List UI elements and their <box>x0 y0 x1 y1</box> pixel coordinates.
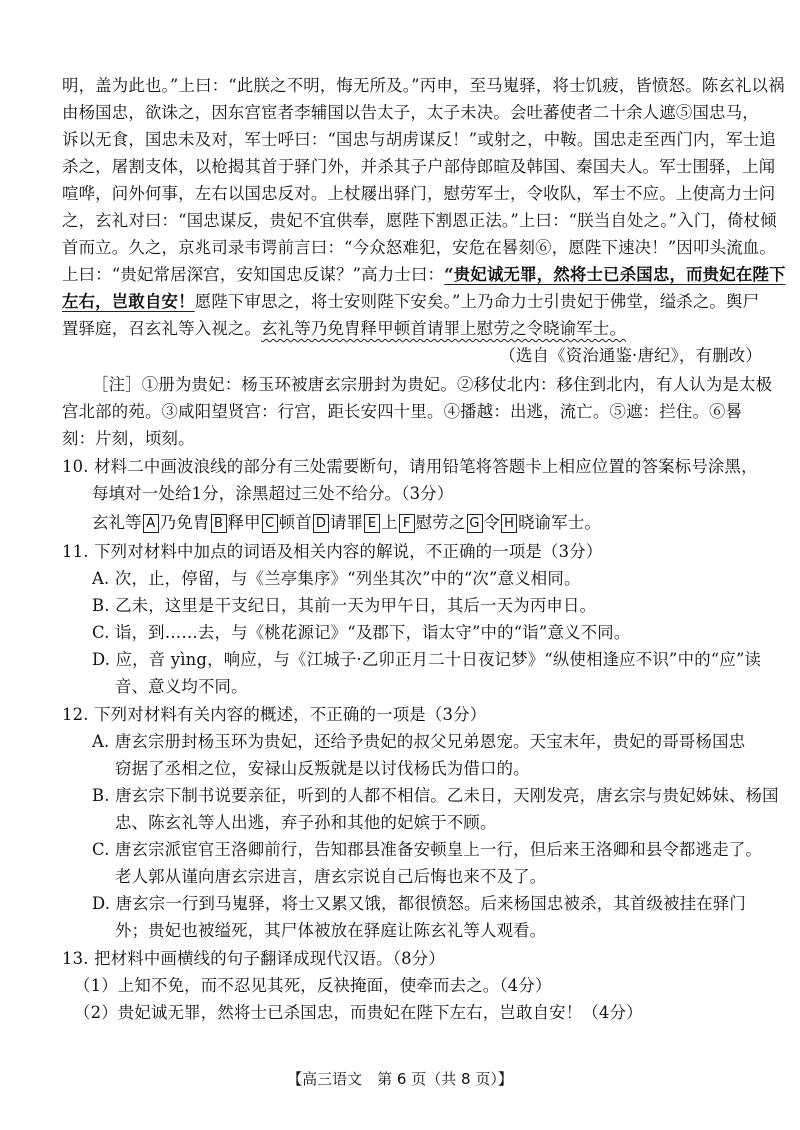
break-box-b[interactable]: B <box>211 514 227 533</box>
question-11-option-b: B. 乙未，这里是干支纪日，其前一天为甲午日，其后一天为丙申日。 <box>92 596 597 615</box>
passage-line: 诉以无食，国忠未及对，军士呼曰：“国忠与胡虏谋反！”或射之，中鞍。国忠走至西门内，军士追 <box>62 130 776 149</box>
wavy-underlined-sentence: 玄礼等乃免胄释甲顿首请罪上慰劳之令晓谕军士。 <box>261 319 627 338</box>
segment-text: 慰劳之 <box>415 513 466 532</box>
question-12-option-c: C. 唐玄宗派宦官王洛卿前行，告知郡县准备安顿皇上一行，但后来王洛卿和县令都逃走了。 <box>92 840 763 859</box>
break-box-a[interactable]: A <box>143 514 159 533</box>
segment-text: 上 <box>381 513 398 532</box>
question-13-stem: 13. 把材料中画横线的句子翻译成现代汉语。（8分） <box>62 949 445 968</box>
question-11-option-c: C. 诣，到……去，与《桃花源记》“及郡下，诣太守”中的“诣”意义不同。 <box>92 623 631 642</box>
break-box-g[interactable]: G <box>467 514 483 533</box>
break-box-f[interactable]: F <box>399 514 415 533</box>
segment-text: 乃免胄 <box>159 513 210 532</box>
segment-text: 晓谕军士。 <box>518 513 602 532</box>
question-13-sentence-1: （1）上知不免，而不忍见其死，反袂掩面，使牵而去之。（4分） <box>74 976 552 995</box>
passage-line: 明，盖为此也。”上曰：“此朕之不明，悔无所及。”丙申，至马嵬驿，将士饥疲，皆愤怒。陈玄礼以祸 <box>62 76 785 95</box>
question-12-option-a-cont: 窃据了丞相之位，安禄山反叛就是以讨伐杨氏为借口的。 <box>115 759 530 778</box>
segment-text: 请罪 <box>329 513 364 532</box>
passage-source: （选自《资治通鉴·唐纪》，有删改） <box>499 346 762 365</box>
question-12-option-b-cont: 忠、陈玄礼等人出逃，弃子孙和其他的妃嫔于不顾。 <box>115 813 497 832</box>
passage-line: 由杨国忠，欲诛之，因东宫宦者李辅国以告太子，太子未决。会吐蕃使者二十余人遮⑤国忠马， <box>62 103 759 122</box>
passage-line <box>62 317 770 341</box>
segment-text: 释甲 <box>227 513 261 532</box>
question-12-option-a: A. 唐玄宗册封杨玉环为贵妃，还给予贵妃的叔父兄弟恩宠。天宝末年，贵妃的哥哥杨国忠 <box>92 732 746 751</box>
segment-text: 玄礼等 <box>92 513 142 532</box>
question-11-option-d: D. 应，音 yìng，响应，与《江城子·乙卯正月二十日夜记梦》“纵使相逢应不识”中的“应”读 <box>92 650 762 669</box>
question-12-option-b: B. 唐玄宗下制书说要亲征，听到的人都不相信。乙未日，天刚发亮，唐玄宗与贵妃姊妹、杨国 <box>92 786 779 805</box>
notes-line: 刻：片刻，顷刻。 <box>62 429 195 448</box>
question-12-option-c-cont: 老人郭从谨向唐玄宗进言，唐玄宗说自己后悔也来不及了。 <box>115 867 547 886</box>
passage-text: 上曰：“贵妃常居深宫，安知国忠反谋？”高力士曰： <box>62 265 445 284</box>
question-12-option-d-cont: 外；贵妃也被缢死，其尸体被放在驿庭让陈玄礼等人观看。 <box>115 921 547 940</box>
question-11-option-d-cont: 音、意义均不同。 <box>115 677 248 696</box>
underlined-sentence: “贵妃诚无罪，然将士已杀国忠，而贵妃在陛下 <box>444 265 786 284</box>
passage-text: 置驿庭，召玄礼等入视之。 <box>62 319 262 338</box>
question-11-option-a: A. 次，止，停留，与《兰亭集序》“列坐其次”中的“次”意义相同。 <box>92 569 581 588</box>
passage-text: 愿陛下审思之，将士安则陛下安矣。”上乃命力士引贵妃于佛堂，缢杀之。舆尸 <box>194 292 760 311</box>
question-10-stem: 10. 材料二中画波浪线的部分有三处需要断句，请用铅笔将答题卡上相应位置的答案标号涂黑， <box>62 457 758 476</box>
question-12-option-d: D. 唐玄宗一行到马嵬驿，将士又累又饿，都很愤怒。后来杨国忠被杀，其首级被挂在驿门 <box>92 894 747 913</box>
question-12-stem: 12. 下列对材料有关内容的概述，不正确的一项是（3分） <box>62 705 487 724</box>
passage-line <box>62 290 770 314</box>
segment-text: 顿首 <box>278 513 312 532</box>
segment-text: 令 <box>483 513 501 532</box>
question-13-sentence-2: （2）贵妃诚无罪，然将士已杀国忠，而贵妃在陛下左右，岂敢自安！（4分） <box>74 1003 643 1022</box>
question-10-stem: 每填对一处给1分，涂黑超过三处不给分。（3分） <box>92 484 454 503</box>
passage-line: 杀之，屠割支体，以枪揭其首于驿门外，并杀其子户部侍郎暄及韩国、秦国夫人。军士围驿，上闻 <box>62 157 776 176</box>
underlined-sentence: 左右，岂敢自安！ <box>62 292 195 311</box>
page-footer: 【高三语文 第 6 页（共 8 页）】 <box>287 1070 513 1088</box>
break-box-d[interactable]: D <box>313 514 329 533</box>
break-box-e[interactable]: E <box>364 514 380 533</box>
notes-line: ［注］①册为贵妃：杨玉环被唐玄宗册封为贵妃。②移仗北内：移住到北内，有人认为是太极 <box>92 375 773 394</box>
question-11-stem: 11. 下列对材料中加点的词语及相关内容的解说，不正确的一项是（3分） <box>62 542 603 561</box>
break-box-h[interactable]: H <box>501 514 517 533</box>
passage-line: 首而立。久之，京兆司录韦谔前言曰：“今众怒难犯，安危在晷刻⑥，愿陛下速决！”因叩头流血。 <box>62 238 776 257</box>
notes-line: 宫北部的苑。③咸阳望贤宫：行宫，距长安四十里。④播越：出逃，流亡。⑤遮：拦住。⑥晷 <box>62 402 743 421</box>
passage-line: 之，玄礼对曰：“国忠谋反，贵妃不宜供奉，愿陛下割恩正法。”上曰：“朕当自处之。”入门，倚杖倾 <box>62 211 777 230</box>
passage-line: 喧哗，问外何事，左右以国忠反对。上杖屦出驿门，慰劳军士，令收队，军士不应。上使高力士问 <box>62 184 776 203</box>
break-box-c[interactable]: C <box>262 514 278 533</box>
passage-line <box>62 263 786 287</box>
question-10-segments <box>92 511 770 535</box>
